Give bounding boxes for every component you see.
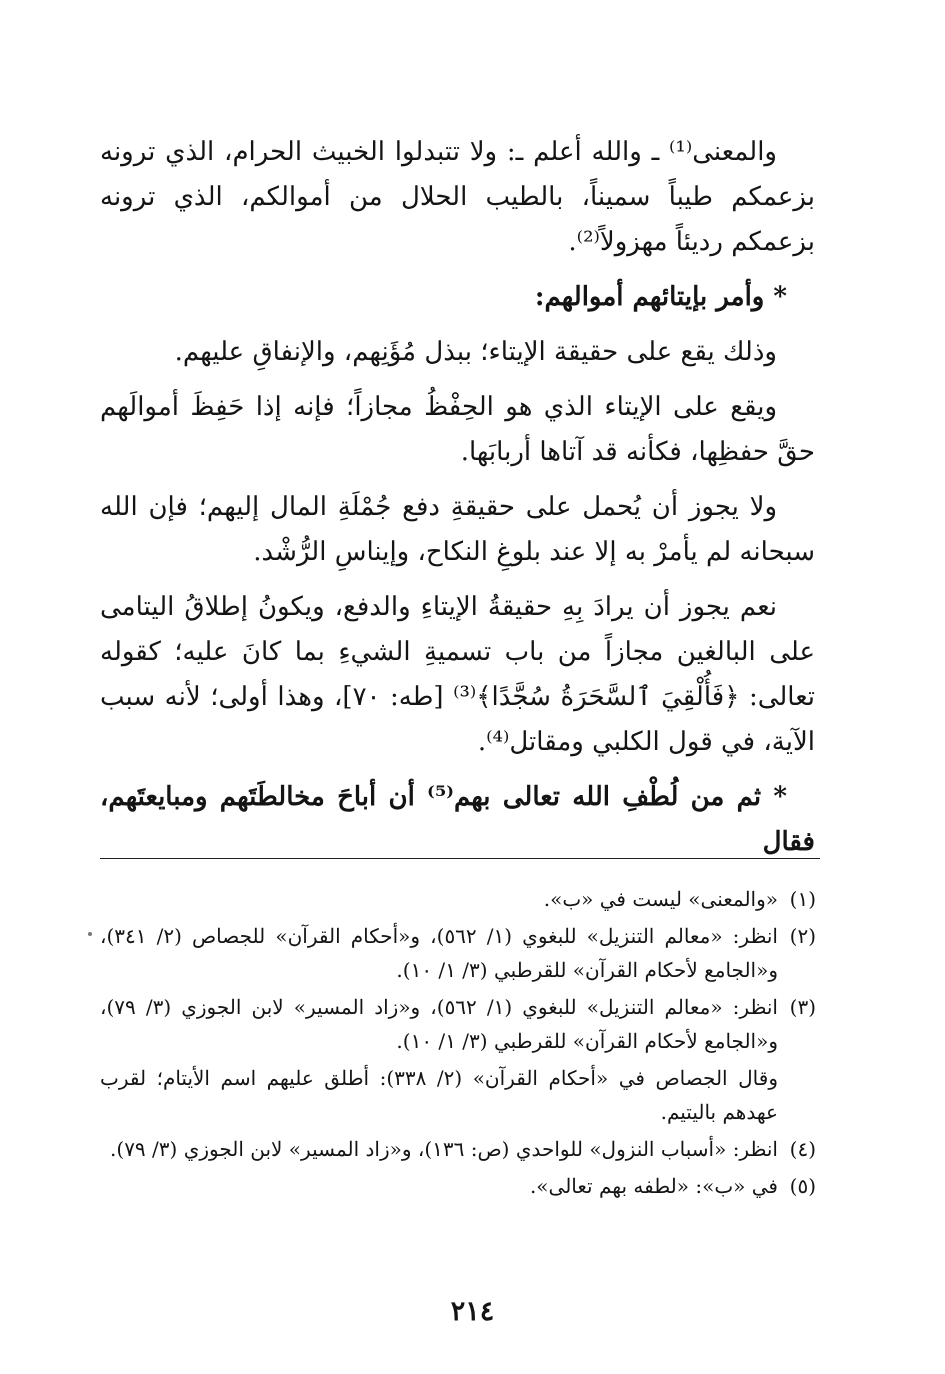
body-text: [100, 130, 815, 865]
page-content: [100, 130, 815, 875]
paragraph-metaphorical-giving: ويقع على الإيتاء الذي هو الحِفْظُ مجازاً؛ فإنه إذا حَفِظَ أموالَهم حقَّ حفظِها، فكأنه قد آتاها أربابَها.: [100, 392, 815, 467]
footnote-5: [100, 1169, 820, 1203]
heading-giving-wealth: * وأمر بإيتائهم أموالهم:: [534, 282, 787, 312]
footnotes: [100, 882, 820, 1206]
footnote-number: (١): [789, 887, 816, 911]
footnote-text: انظر: «معالم التنزيل» للبغوي (١/ ٥٦٢)، و«أحكام القرآن» للجصاص (٢/ ٣٤١)، و«الجامع لأحكام القرآن» للقرطبي (٣/ ١/ ١٠).: [100, 924, 778, 982]
footnote-1: [100, 882, 820, 916]
footnote-divider: [100, 858, 820, 859]
footnote-2: [100, 919, 820, 987]
footnote-text: انظر: «معالم التنزيل» للبغوي (١/ ٥٦٢)، و«زاد المسير» لابن الجوزي (٣/ ٧٩)، و«الجامع لأحكام القرآن» للقرطبي (٣/ ١/ ١٠).: [100, 995, 778, 1053]
footnote-text: «والمعنى» ليست في «ب».: [543, 887, 778, 911]
paragraph-meaning: والمعنى⁽¹⁾ ـ والله أعلم ـ: ولا تتبدلوا الخبيث الحرام، الذي ترونه بزعمكم طيباً سميناً، بالطيب الحلال من أموالكم، الذي ترونه بزعمكم رديئاً مهزولاً⁽²⁾.: [100, 137, 815, 257]
footnote-text: انظر: «أسباب النزول» للواحدي (ص: ١٣٦)، و«زاد المسير» لابن الجوزي (٣/ ٧٩).: [110, 1137, 778, 1161]
footnote-4: [100, 1132, 820, 1166]
heading-kindness: * ثم من لُطْفِ الله تعالى بهم⁽⁵⁾ أن أباحَ مخالطَتَهم ومبايعتَهم، فقال: [100, 782, 815, 857]
footnote-number: (٣): [789, 995, 816, 1019]
footnote-3-continuation: وقال الجصاص في «أحكام القرآن» (٢/ ٣٣٨): أطلق عليهم اسم الأيتام؛ لقرب عهدهم باليتيم.: [100, 1066, 778, 1124]
footnote-number: (٢): [789, 924, 816, 948]
stray-ink-dot: [88, 932, 92, 936]
paragraph-orphans-adults: نعم يجوز أن يرادَ بِهِ حقيقةُ الإيتاءِ والدفع، ويكونُ إطلاقُ اليتامى على البالغين مجازاً من باب تسميةِ الشيءِ بما كانَ عليه؛ كقوله تعالى: ﴿فَأُلْقِيَ ٱلسَّحَرَةُ سُجَّدًا﴾⁽³⁾ [طه: ٧٠]، وهذا أولى؛ لأنه سبب الآية، في قول الكلبي ومقاتل⁽⁴⁾.: [100, 592, 816, 757]
paragraph-not-permitted: ولا يجوز أن يُحمل على حقيقةِ دفع جُمْلَةِ المال إليهم؛ فإن الله سبحانه لم يأمرْ به إلا عند بلوغِ النكاح، وإيناسِ الرُّشْد.: [100, 492, 815, 567]
footnote-3: [100, 990, 820, 1058]
footnote-number: (٥): [789, 1174, 816, 1198]
paragraph-real-giving: وذلك يقع على حقيقة الإيتاء؛ ببذل مُؤَنِهم، والإنفاقِ عليهم.: [174, 337, 777, 367]
footnote-number: (٤): [789, 1137, 816, 1161]
page-number: ٢١٤: [450, 1296, 495, 1327]
footnote-text: في «ب»: «لطفه بهم تعالى».: [529, 1174, 778, 1198]
